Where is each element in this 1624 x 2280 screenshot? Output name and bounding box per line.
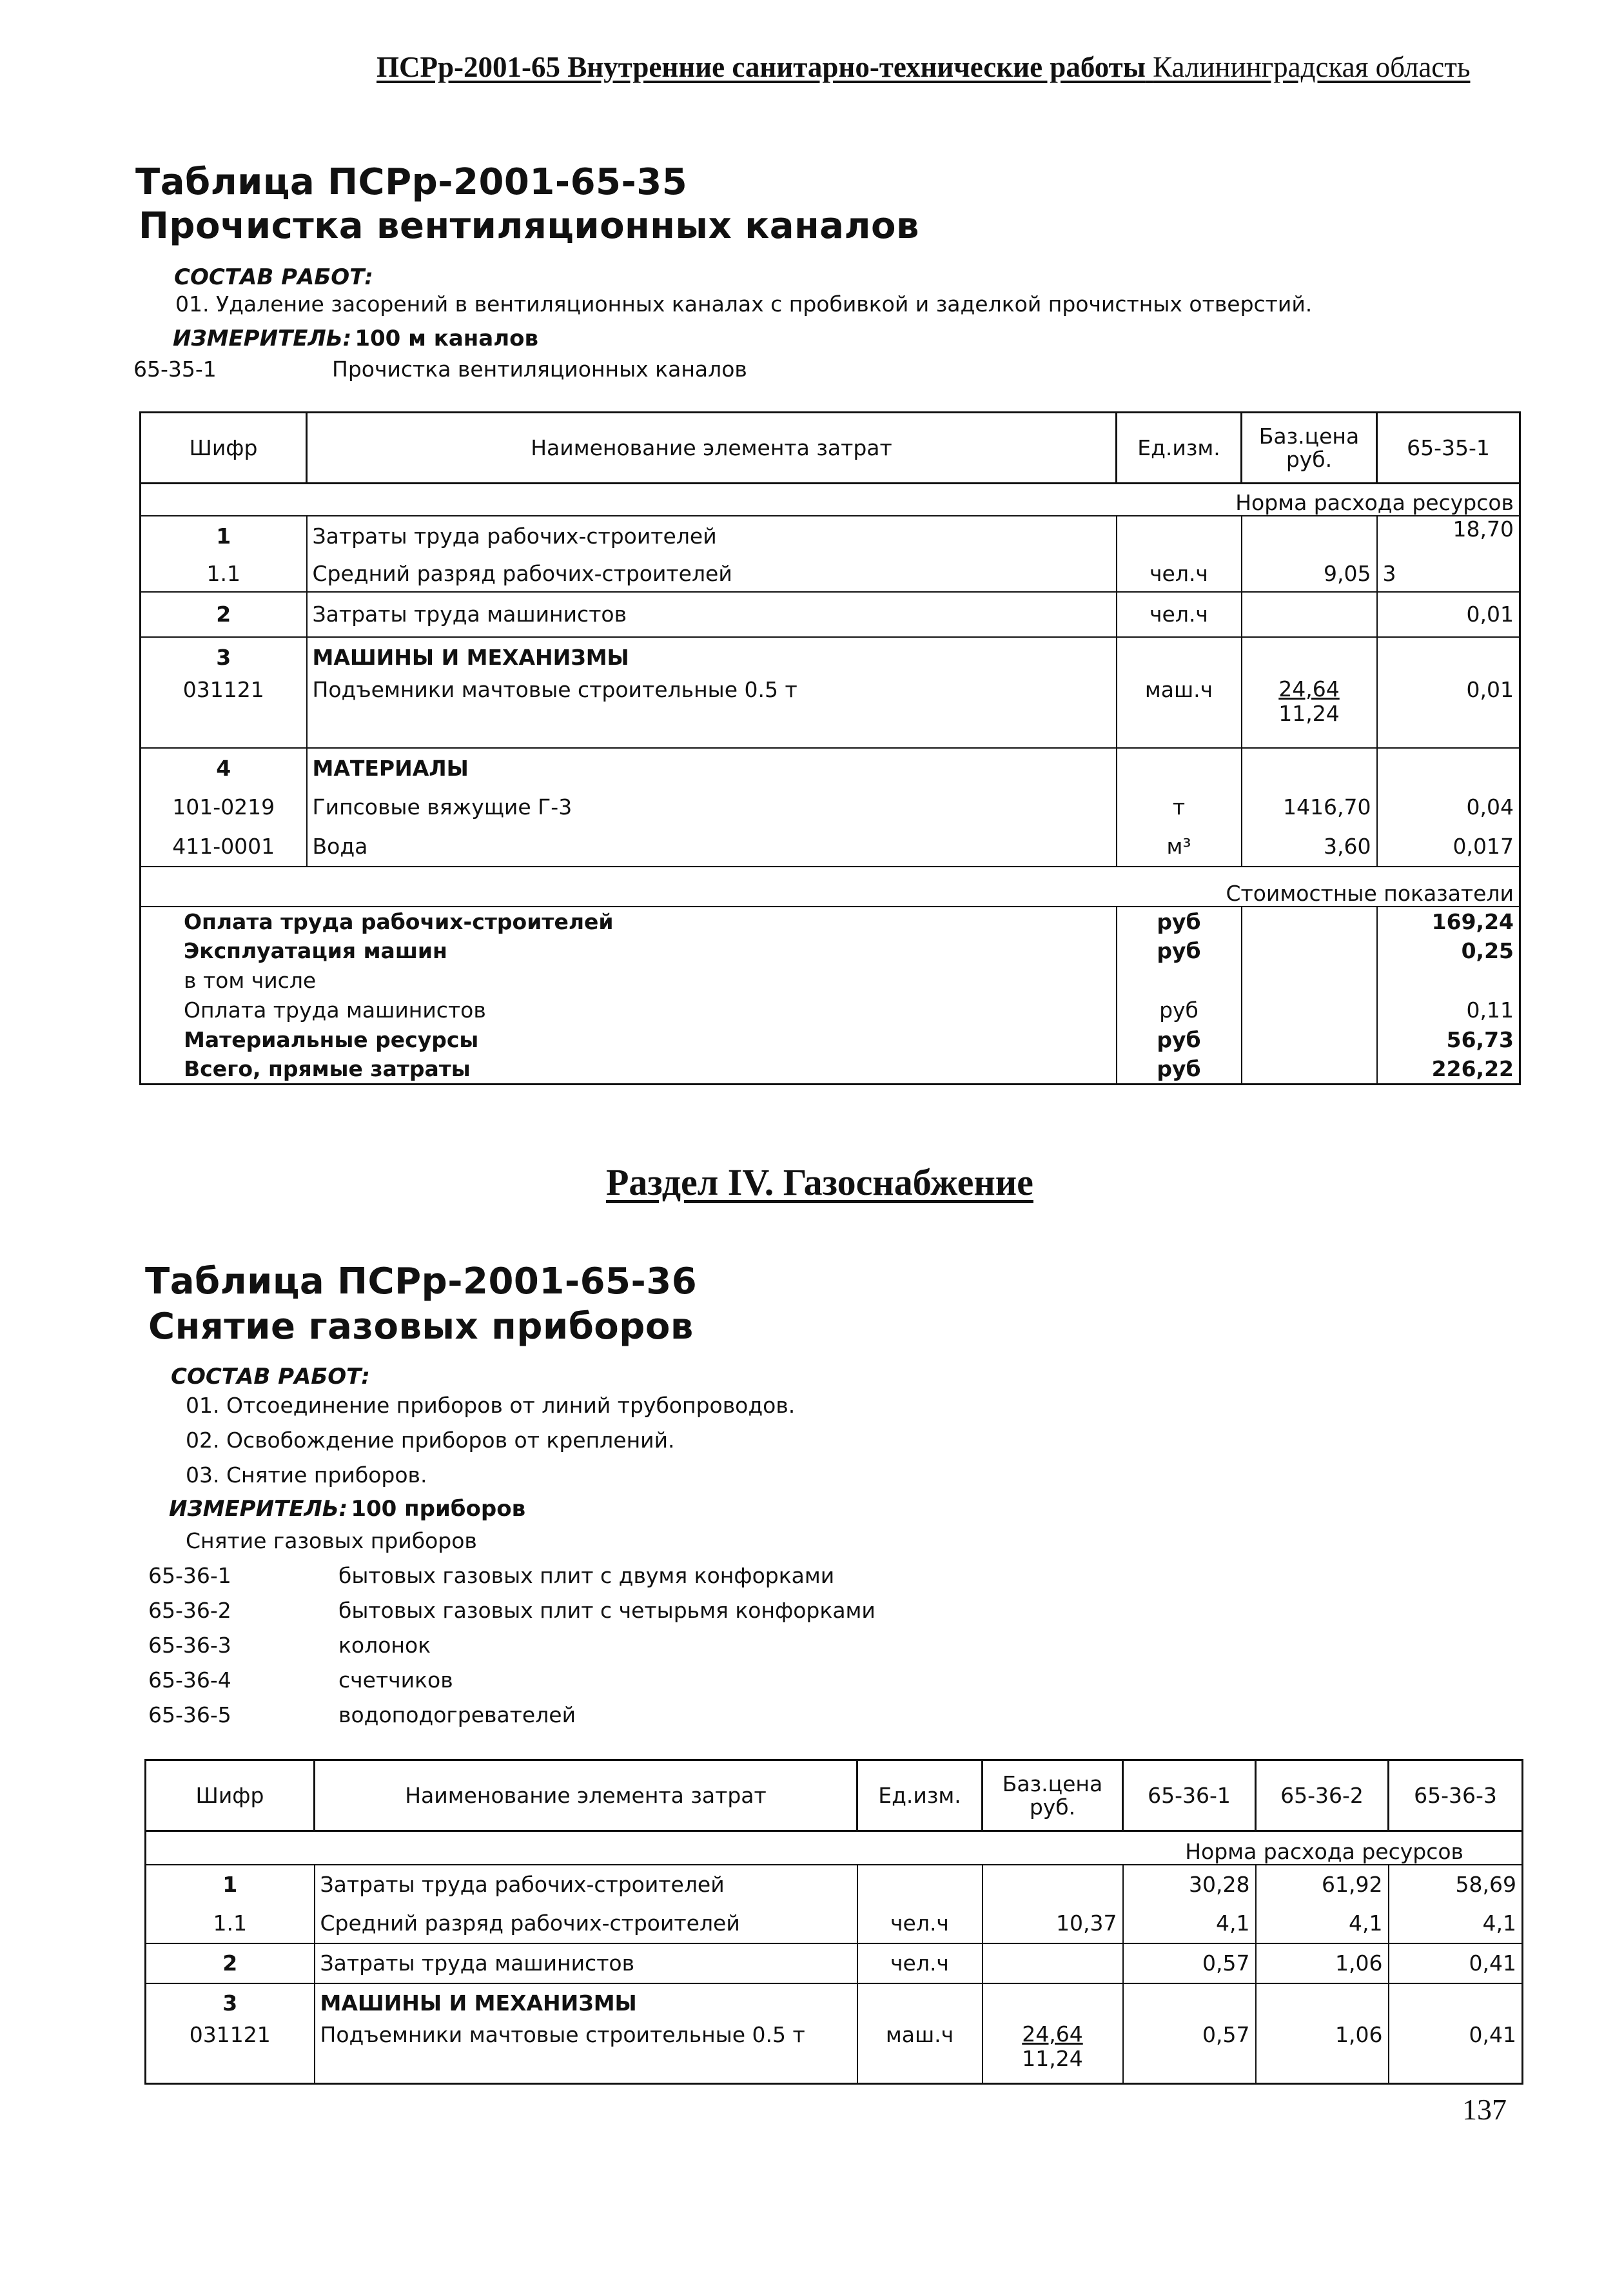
table36-entry-name: счетчиков [338, 1667, 453, 1693]
cost-name: Оплата труда машинистов [141, 996, 1117, 1025]
cost-value: 169,24 [1377, 907, 1520, 936]
row-price [983, 1943, 1123, 1983]
row-unit: чел.ч [1117, 592, 1242, 637]
table36-grid [144, 1759, 1523, 2085]
row-name: Подъемники мачтовые строительные 0.5 т [315, 2022, 857, 2084]
table35-meter [173, 326, 538, 351]
price-labor: 11,24 [1278, 700, 1340, 726]
table36-meter [169, 1496, 525, 1522]
cost-unit: руб [1117, 1025, 1242, 1055]
row-unit: т [1117, 788, 1242, 827]
row-value-3: 4,1 [1389, 1903, 1523, 1943]
table35-meter-label: ИЗМЕРИТЕЛЬ: [173, 326, 352, 351]
row-price [983, 2022, 1123, 2084]
norm-header: Норма расхода ресурсов [141, 484, 1520, 516]
table36-meter-label: ИЗМЕРИТЕЛЬ: [169, 1496, 348, 1522]
row-value-1: 0,57 [1123, 2022, 1256, 2084]
cost-value: 0,25 [1377, 936, 1520, 966]
price-base: 24,64 [1022, 2021, 1083, 2047]
running-header-code: ПСРр-2001-65 Внутренние санитарно-технические работы [377, 51, 1146, 83]
row-code: 031121 [146, 2022, 315, 2084]
row-price [1242, 592, 1377, 637]
col-header-code: Шифр [146, 1760, 315, 1831]
cost-row [141, 996, 1520, 1025]
table36-entry-name: водоподогревателей [338, 1702, 576, 1727]
table36-entry-name: бытовых газовых плит с четырьмя конфорками [338, 1598, 876, 1623]
row-name: МАШИНЫ И МЕХАНИЗМЫ [315, 1983, 857, 2022]
table-row [146, 1865, 1523, 1903]
table35-norm-header-row [141, 484, 1520, 516]
section-title: Раздел IV. Газоснабжение [606, 1161, 1033, 1203]
col-header-unit: Ед.изм. [1117, 413, 1242, 484]
page-number: 137 [1462, 2093, 1507, 2126]
row-value: 0,01 [1377, 677, 1520, 748]
row-code: 031121 [141, 677, 307, 748]
table35-meter-value: 100 м каналов [355, 326, 538, 351]
table35-cost-header-row [141, 867, 1520, 907]
cost-unit: руб [1117, 996, 1242, 1025]
row-price: 1416,70 [1242, 788, 1377, 827]
cost-value [1377, 966, 1520, 996]
row-name: Гипсовые вяжущие Г-3 [307, 788, 1117, 827]
row-value-2: 4,1 [1256, 1903, 1389, 1943]
cost-name: Оплата труда рабочих-строителей [141, 907, 1117, 936]
running-header-region: Калининградская область [1153, 51, 1471, 83]
row-code: 1 [141, 516, 307, 556]
row-price [1242, 516, 1377, 556]
col-header-name: Наименование элемента затрат [307, 413, 1117, 484]
table-row [146, 1943, 1523, 1983]
price-base: 24,64 [1278, 676, 1340, 702]
table36-entry-name: колонок [338, 1633, 431, 1658]
table36-meter-value: 100 приборов [351, 1496, 526, 1522]
table35-composition-label: СОСТАВ РАБОТ: [174, 264, 373, 290]
cost-unit [1117, 966, 1242, 996]
row-name: Средний разряд рабочих-строителей [315, 1903, 857, 1943]
table36-entry-code: 65-36-5 [148, 1702, 231, 1727]
row-price [1242, 677, 1377, 748]
row-name: Затраты труда рабочих-строителей [307, 516, 1117, 556]
table35-entry-name: Прочистка вентиляционных каналов [332, 357, 747, 382]
table-row [141, 637, 1520, 677]
table-row [141, 516, 1520, 556]
row-price: 10,37 [983, 1903, 1123, 1943]
row-code: 3 [146, 1983, 315, 2022]
table36-group-name: Снятие газовых приборов [186, 1528, 477, 1553]
row-code: 2 [141, 592, 307, 637]
row-value-1: 0,57 [1123, 1943, 1256, 1983]
row-value-2: 1,06 [1256, 2022, 1389, 2084]
row-price: 3,60 [1242, 827, 1377, 867]
row-price: 9,05 [1242, 556, 1377, 592]
row-price [983, 1865, 1123, 1903]
row-unit: чел.ч [857, 1903, 983, 1943]
price-labor: 11,24 [1022, 2045, 1083, 2071]
row-unit: маш.ч [1117, 677, 1242, 748]
row-value-2: 1,06 [1256, 1943, 1389, 1983]
row-name: Затраты труда машинистов [315, 1943, 857, 1983]
row-code: 101-0219 [141, 788, 307, 827]
cost-value: 0,11 [1377, 996, 1520, 1025]
table36-composition-item: 02. Освобождение приборов от креплений. [186, 1428, 675, 1453]
col-header-price: Баз.цена руб. [1242, 413, 1377, 484]
table35-composition-item: 01. Удаление засорений в вентиляционных каналах с пробивкой и заделкой прочистных отверстий. [175, 291, 1313, 317]
table-row [146, 2022, 1523, 2084]
table-row [146, 1983, 1523, 2022]
table-row [141, 677, 1520, 748]
row-name: Средний разряд рабочих-строителей [307, 556, 1117, 592]
col-header-65-36-2: 65-36-2 [1256, 1760, 1389, 1831]
table36-norm-header-row [146, 1831, 1523, 1865]
row-value-1: 30,28 [1123, 1865, 1256, 1903]
row-unit: чел.ч [1117, 556, 1242, 592]
table36-entry-code: 65-36-1 [148, 1563, 231, 1588]
col-header-65-36-3: 65-36-3 [1389, 1760, 1523, 1831]
cost-row [141, 966, 1520, 996]
row-name: МАШИНЫ И МЕХАНИЗМЫ [307, 637, 1117, 677]
table35-entry-code: 65-35-1 [133, 357, 217, 382]
cost-name: в том числе [141, 966, 1117, 996]
row-value: 18,70 [1377, 516, 1520, 556]
row-code: 1.1 [141, 556, 307, 592]
table36-entry-code: 65-36-3 [148, 1633, 231, 1658]
row-code: 1 [146, 1865, 315, 1903]
row-unit [857, 1865, 983, 1903]
col-header-65-35-1: 65-35-1 [1377, 413, 1520, 484]
cost-row [141, 907, 1520, 936]
row-code: 2 [146, 1943, 315, 1983]
table36-header-row [146, 1760, 1523, 1831]
table-row [141, 748, 1520, 788]
row-value-2: 61,92 [1256, 1865, 1389, 1903]
row-unit: м³ [1117, 827, 1242, 867]
table35-grid [139, 411, 1521, 1085]
row-code: 4 [141, 748, 307, 788]
table35-subtitle: Прочистка вентиляционных каналов [139, 205, 919, 247]
table36-entry-name: бытовых газовых плит с двумя конфорками [338, 1563, 835, 1588]
col-header-code: Шифр [141, 413, 307, 484]
table-row [141, 556, 1520, 592]
table36-entry-code: 65-36-4 [148, 1667, 231, 1693]
running-header [377, 50, 1470, 84]
row-unit: чел.ч [857, 1943, 983, 1983]
row-code: 1.1 [146, 1903, 315, 1943]
row-unit: маш.ч [857, 2022, 983, 2084]
row-value-3: 0,41 [1389, 2022, 1523, 2084]
table-row [146, 1903, 1523, 1943]
cost-unit: руб [1117, 1055, 1242, 1085]
cost-unit: руб [1117, 907, 1242, 936]
cost-row [141, 1025, 1520, 1055]
row-code: 3 [141, 637, 307, 677]
row-value: 0,01 [1377, 592, 1520, 637]
cost-name: Всего, прямые затраты [141, 1055, 1117, 1085]
table36-subtitle: Снятие газовых приборов [148, 1306, 694, 1348]
table-row [141, 592, 1520, 637]
cost-value: 226,22 [1377, 1055, 1520, 1085]
norm-header: Норма расхода ресурсов [146, 1831, 1523, 1865]
row-value-3: 58,69 [1389, 1865, 1523, 1903]
row-name: МАТЕРИАЛЫ [307, 748, 1117, 788]
col-header-unit: Ед.изм. [857, 1760, 983, 1831]
cost-row [141, 1055, 1520, 1085]
row-name: Подъемники мачтовые строительные 0.5 т [307, 677, 1117, 748]
table-row [141, 827, 1520, 867]
table-row [141, 788, 1520, 827]
cost-row [141, 936, 1520, 966]
row-value-1: 4,1 [1123, 1903, 1256, 1943]
col-header-name: Наименование элемента затрат [315, 1760, 857, 1831]
row-unit [1117, 516, 1242, 556]
row-value: 3 [1377, 556, 1520, 592]
row-code: 411-0001 [141, 827, 307, 867]
col-header-65-36-1: 65-36-1 [1123, 1760, 1256, 1831]
cost-name: Эксплуатация машин [141, 936, 1117, 966]
cost-name: Материальные ресурсы [141, 1025, 1117, 1055]
cost-header: Стоимостные показатели [141, 867, 1520, 907]
table36-title: Таблица ПСРр-2001-65-36 [145, 1261, 698, 1302]
table36-composition-item: 03. Снятие приборов. [186, 1462, 427, 1488]
cost-unit: руб [1117, 936, 1242, 966]
row-value-3: 0,41 [1389, 1943, 1523, 1983]
table36-entry-code: 65-36-2 [148, 1598, 231, 1623]
cost-value: 56,73 [1377, 1025, 1520, 1055]
row-value: 0,017 [1377, 827, 1520, 867]
table35-title: Таблица ПСРр-2001-65-35 [135, 161, 688, 203]
table35-header-row [141, 413, 1520, 484]
row-name: Вода [307, 827, 1117, 867]
table36-composition-item: 01. Отсоединение приборов от линий трубопроводов. [186, 1393, 796, 1418]
row-name: Затраты труда рабочих-строителей [315, 1865, 857, 1903]
row-value: 0,04 [1377, 788, 1520, 827]
col-header-price: Баз.цена руб. [983, 1760, 1123, 1831]
table36-composition-label: СОСТАВ РАБОТ: [171, 1364, 370, 1390]
row-name: Затраты труда машинистов [307, 592, 1117, 637]
